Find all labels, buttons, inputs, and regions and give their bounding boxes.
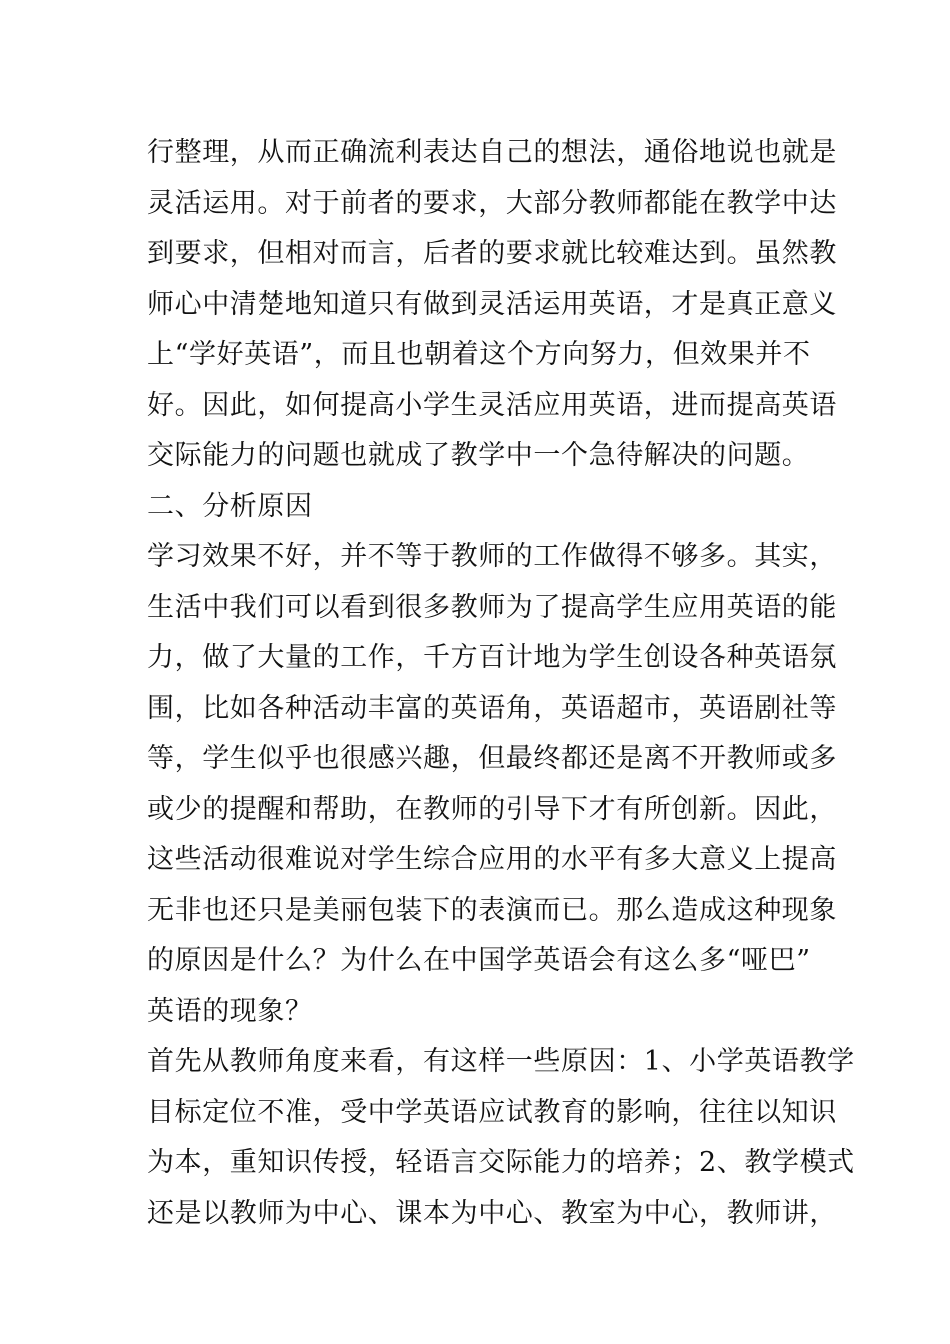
text-line: 到要求，但相对而言，后者的要求就比较难达到。虽然教 — [147, 238, 837, 269]
text-line: 好。因此，如何提高小学生灵活应用英语，进而提高英语 — [147, 389, 837, 421]
text-line: 为本，重知识传授，轻语言交际能力的培养；2、教学模式 — [147, 1147, 855, 1178]
text-line: 行整理，从而正确流利表达自己的想法，通俗地说也就是 — [147, 137, 837, 168]
text-line: 目标定位不准，受中学英语应试教育的影响，往往以知识 — [147, 1096, 837, 1128]
text-line: 学习效果不好，并不等于教师的工作做得不够多。其实， — [147, 541, 837, 572]
text-line: 围，比如各种活动丰富的英语角，英语超市，英语剧社等 — [147, 692, 837, 724]
text-line: 交际能力的问题也就成了教学中一个急待解决的问题。 — [147, 440, 810, 471]
section-heading: 二、分析原因 — [147, 490, 313, 522]
text-line: 无非也还只是美丽包装下的表演而已。那么造成这种现象 — [147, 894, 837, 926]
document-body — [147, 128, 855, 1239]
text-line: 英语的现象？ — [147, 995, 313, 1027]
text-line: 还是以教师为中心、课本为中心、教室为中心，教师讲， — [147, 1197, 837, 1229]
text-line: 上“学好英语”，而且也朝着这个方向努力，但效果并不 — [147, 339, 811, 370]
paragraph-analysis — [147, 532, 837, 1037]
text-line: 等，学生似乎也很感兴趣，但最终都还是离不开教师或多 — [147, 743, 837, 774]
text-line: 灵活运用。对于前者的要求，大部分教师都能在教学中达 — [147, 187, 837, 219]
text-line: 或少的提醒和帮助，在教师的引导下才有所创新。因此， — [147, 793, 837, 825]
text-line: 这些活动很难说对学生综合应用的水平有多大意义上提高 — [147, 844, 837, 875]
text-line: 的原因是什么？为什么在中国学英语会有这么多“哑巴” — [147, 945, 811, 976]
paragraph-continuation — [147, 128, 837, 482]
text-line: 师心中清楚地知道只有做到灵活运用英语，才是真正意义 — [147, 288, 837, 320]
text-line: 首先从教师角度来看，有这样一些原因：1、小学英语教学 — [147, 1046, 855, 1077]
text-line: 生活中我们可以看到很多教师为了提高学生应用英语的能 — [147, 591, 837, 623]
paragraph-teacher-reasons — [147, 1037, 855, 1239]
text-line: 力，做了大量的工作，千方百计地为学生创设各种英语氛 — [147, 642, 837, 673]
